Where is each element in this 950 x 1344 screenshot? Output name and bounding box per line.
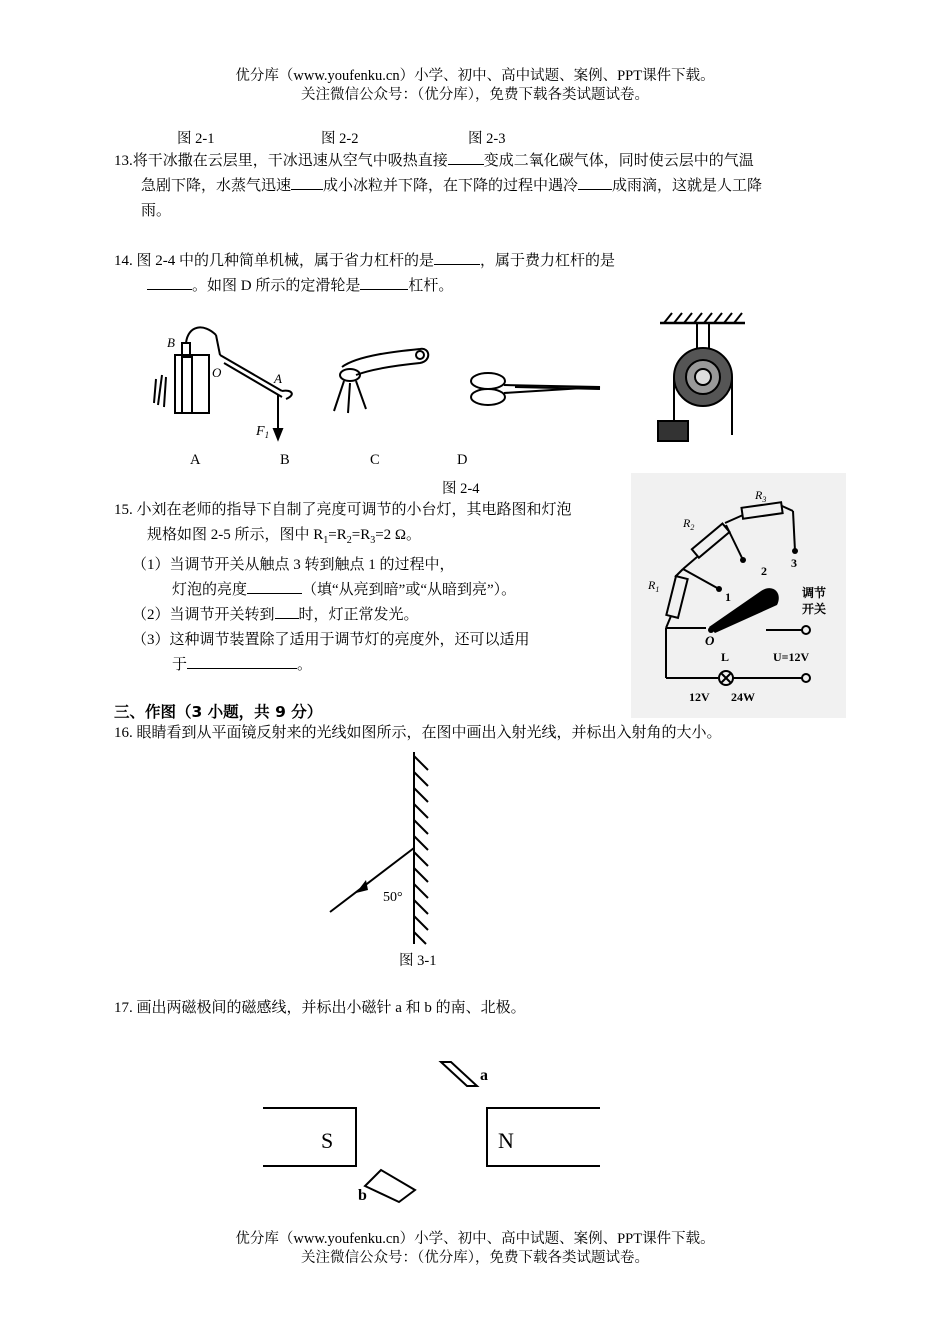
pole-n-label: N xyxy=(498,1128,514,1153)
label-switch-2: 开关 xyxy=(802,602,827,616)
footer-line-2: 关注微信公众号：（优分库），免费下载各类试题试卷。 xyxy=(301,1250,649,1266)
q15-blank-3[interactable] xyxy=(187,653,297,669)
option-a-label: A xyxy=(190,452,201,468)
q13-number: 13. xyxy=(114,153,133,169)
q15-intro-2d: =2 Ω。 xyxy=(375,527,422,543)
label-pivot-o: O xyxy=(705,633,715,648)
q15-sub-2: 2 xyxy=(346,535,352,546)
option-d-label: D xyxy=(457,452,468,468)
q14-number: 14. xyxy=(114,253,133,269)
figure-3-1-caption: 图 3-1 xyxy=(399,953,437,969)
q15-part-3b: 于 xyxy=(172,657,188,673)
q15-intro-2b: =R xyxy=(328,527,347,543)
machine-d-fixed-pulley xyxy=(658,313,745,441)
q13-blank-2[interactable] xyxy=(291,174,323,190)
fig-2-3-label: 图 2-3 xyxy=(468,131,506,147)
label-contact-2: 2 xyxy=(761,564,767,578)
pole-s-label: S xyxy=(321,1128,334,1153)
q13-text-3: 急剧下降，水蒸气迅速 xyxy=(141,178,292,194)
q13-blank-1[interactable] xyxy=(448,149,484,165)
label-contact-1: 1 xyxy=(725,590,731,604)
figure-3-1-mirror xyxy=(320,748,450,948)
arrow-head xyxy=(356,880,368,893)
figure-2-4-drawing xyxy=(120,305,760,475)
q14-text-1: 图 2-4 中的几种简单机械，属于省力杠杆的是 xyxy=(136,253,434,269)
needle-a-label: a xyxy=(480,1067,488,1084)
q13-text-1: 将干冰撒在云层里，干冰迅速从空气中吸热直接 xyxy=(132,153,448,169)
label-point-o: O xyxy=(212,365,222,380)
q14-blank-2[interactable] xyxy=(147,274,192,290)
fig-2-2-label: 图 2-2 xyxy=(321,131,359,147)
option-c-label: C xyxy=(370,452,380,468)
q15-intro-1: 小刘在老师的指导下自制了亮度可调节的小台灯，其电路图和灯泡 xyxy=(136,502,572,518)
q14-text-2: ，属于费力杠杆的是 xyxy=(480,253,616,269)
q15-sub-3: 3 xyxy=(370,535,376,546)
question-15 xyxy=(114,498,634,678)
question-14 xyxy=(114,249,844,299)
header-line-2: 关注微信公众号：（优分库），免费下载各类试题试卷。 xyxy=(301,87,649,103)
magnet-s xyxy=(263,1108,356,1166)
q13-text-6: 雨。 xyxy=(141,203,172,219)
label-r3: $R_3$ xyxy=(755,488,767,504)
label-switch-1: 调节 xyxy=(802,586,827,600)
label-contact-3: 3 xyxy=(791,556,797,570)
q15-part-1b: 灯泡的亮度 xyxy=(172,582,248,598)
label-point-b: B xyxy=(167,335,175,350)
label-r1: $R_1$ xyxy=(648,578,660,594)
question-17-text: 17. 画出两磁极间的磁感线，并标出小磁针 a 和 b 的南、北极。 xyxy=(114,1000,526,1016)
q15-part-3c: 。 xyxy=(297,657,313,673)
section-3-title: 三、作图（3 小题，共 9 分） xyxy=(114,703,323,721)
q14-text-4: 杠杆。 xyxy=(408,278,454,294)
label-lamp-voltage: 12V xyxy=(689,690,710,704)
q15-part-1c: （填“从亮到暗”或“从暗到亮”）。 xyxy=(302,582,517,598)
label-voltage: U=12V xyxy=(773,650,810,664)
footer-line-1: 优分库（www.youfenku.cn）小学、初中、高中试题、案例、PPT课件下载。 xyxy=(235,1231,715,1247)
q15-intro-2a: 规格如图 2-5 所示，图中 R xyxy=(147,527,324,543)
q13-text-4: 成小冰粒并下降，在下降的过程中遇冷 xyxy=(323,178,579,194)
machine-c-nutcracker xyxy=(334,349,428,413)
figure-2-5-circuit xyxy=(631,473,846,718)
q14-blank-3[interactable] xyxy=(360,274,408,290)
fig-2-1-label: 图 2-1 xyxy=(177,131,215,147)
label-r2: $R_2$ xyxy=(683,516,695,532)
option-b-label: B xyxy=(280,452,290,468)
header-line-1: 优分库（www.youfenku.cn）小学、初中、高中试题、案例、PPT课件下载。 xyxy=(235,68,715,84)
needle-b-label: b xyxy=(358,1187,367,1204)
q13-blank-3[interactable] xyxy=(578,174,612,190)
q14-blank-1[interactable] xyxy=(434,249,480,265)
q15-part-2b: 时，灯正常发光。 xyxy=(298,607,419,623)
label-force: $F_1$ xyxy=(256,424,270,440)
needle-b xyxy=(365,1170,415,1202)
label-lamp: L xyxy=(721,650,730,664)
label-lamp-power: 24W xyxy=(731,690,755,704)
q15-sub-1: 1 xyxy=(323,535,329,546)
figure-2-4-caption: 图 2-4 xyxy=(442,481,480,497)
question-13 xyxy=(114,149,844,224)
q15-part-1a: （1）当调节开关从触点 3 转到触点 1 的过程中， xyxy=(132,557,455,573)
q15-part-2a: （2）当调节开关转到 xyxy=(132,607,275,623)
q14-text-3: 。如图 D 所示的定滑轮是 xyxy=(192,278,361,294)
needle-a xyxy=(441,1062,477,1086)
q15-intro-2c: =R xyxy=(351,527,371,543)
q15-blank-1[interactable] xyxy=(247,578,302,594)
machine-scissors xyxy=(471,373,600,405)
question-16-text: 16. 眼睛看到从平面镜反射来的光线如图所示，在图中画出入射光线，并标出入射角的大小。 xyxy=(114,725,722,741)
figure-magnets xyxy=(255,1048,615,1208)
q15-blank-2[interactable] xyxy=(275,603,299,619)
q13-text-5: 成雨滴，这就是人工降 xyxy=(612,178,763,194)
q15-number: 15. xyxy=(114,502,133,518)
angle-label: 50° xyxy=(383,890,403,905)
label-point-a: A xyxy=(274,371,282,386)
q15-part-3a: （3）这种调节装置除了适用于调节灯的亮度外，还可以适用 xyxy=(132,632,530,648)
q13-text-2: 变成二氧化碳气体，同时使云层中的气温 xyxy=(483,153,754,169)
